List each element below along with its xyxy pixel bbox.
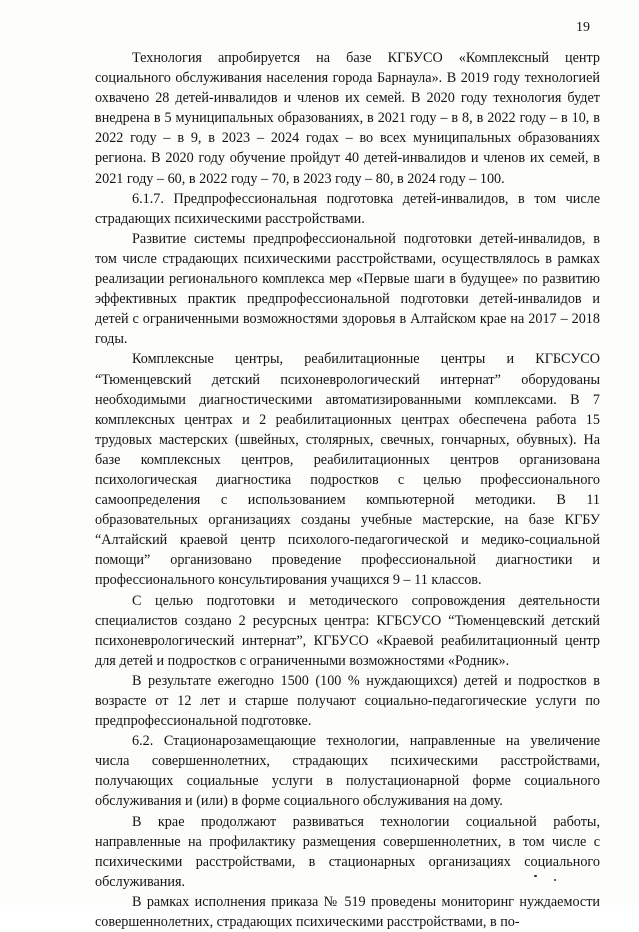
page-number: 19	[576, 20, 590, 35]
scan-speck	[534, 875, 537, 877]
scan-speck	[554, 879, 556, 881]
paragraph-preprofessional-system: Развитие системы предпрофессиональной подготовки детей-инвалидов, в том числе страдающих психическими расстройствами, осуществлялось в рамках реализации регионального комплекса мер «Первые шаги в будущее» по развитию эффективных практик предпрофессиональной подготовки детей-инвалидов и детей с ограниченными возможностями здоровья в Алтайском крае на 2017 – 2018 годы.	[95, 230, 600, 348]
paragraph-social-work-technologies: В крае продолжают развиваться технологии социальной работы, направленные на профилактику размещения совершеннолетних, в том числе с психическими расстройствами, в стационарных организациях социального обслуживания.	[95, 813, 600, 890]
section-heading-6-1-7: 6.1.7. Предпрофессиональная подготовка детей-инвалидов, в том числе страдающих психическими расстройствами.	[95, 190, 600, 227]
body-text	[95, 48, 600, 932]
paragraph-resource-centers: С целью подготовки и методического сопровождения деятельности специалистов создано 2 ресурсных центра: КГБСУСО “Тюменцевский детский психоневрологический интернат”, КГБУСО «Краевой реабилитационный центр для детей и подростков с ограниченными возможностями «Родник».	[95, 592, 600, 669]
paragraph-technology-approbation: Технология апробируется на базе КГБУСО «Комплексный центр социального обслуживания населения города Барнаула». В 2019 году технологией охвачено 28 детей-инвалидов и членов их семей. В 2020 году технология будет внедрена в 5 муниципальных образованиях, в 2021 году – в 8, в 2022 году – в 10, в 2022 году – в 9, в 2023 – 2024 годах – во всех муниципальных образованиях региона. В 2020 году обучение пройдут 40 детей-инвалидов и членов их семей, в 2021 году – 60, в 2022 году – 70, в 2023 году – 80, в 2024 году – 100.	[95, 50, 600, 187]
paragraph-complex-centers: Комплексные центры, реабилитационные центры и КГБСУСО “Тюменцевский детский психоневрологический интернат” оборудованы необходимыми диагностическими автоматизированными комплексами. В 7 комплексных центрах и 2 реабилитационных центрах обеспечена работа 15 трудовых мастерских (швейных, столярных, свечных, гончарных, обувных). На базе комплексных центров, реабилитационных центров организована психологическая диагностика подростков с целью профессионального самоопределения с использованием компьютерной методики. В 11 образовательных организациях созданы учебные мастерские, на базе КГБУ “Алтайский краевой центр психолого-педагогической и медико-социальной помощи” организовано проведение профессиональной диагностики и профессионального консультирования учащихся 9 – 11 классов.	[95, 351, 600, 589]
paragraph-order-519-monitoring: В рамках исполнения приказа № 519 проведены мониторинг нуждаемости совершеннолетних, страдающих психическими расстройствами, в по-	[95, 893, 600, 931]
paragraph-annual-result: В результате ежегодно 1500 (100 % нуждающихся) детей и подростков в возрасте от 12 лет и старше получают социально-педагогические услуги по предпрофессиональной подготовке.	[95, 672, 600, 730]
section-heading-6-2: 6.2. Стационарозамещающие технологии, направленные на увеличение числа совершеннолетних, страдающих психическими расстройствами, получающих социальные услуги в полустационарной форме социального обслуживания и (или) в форме социального обслуживания на дому.	[95, 733, 600, 810]
